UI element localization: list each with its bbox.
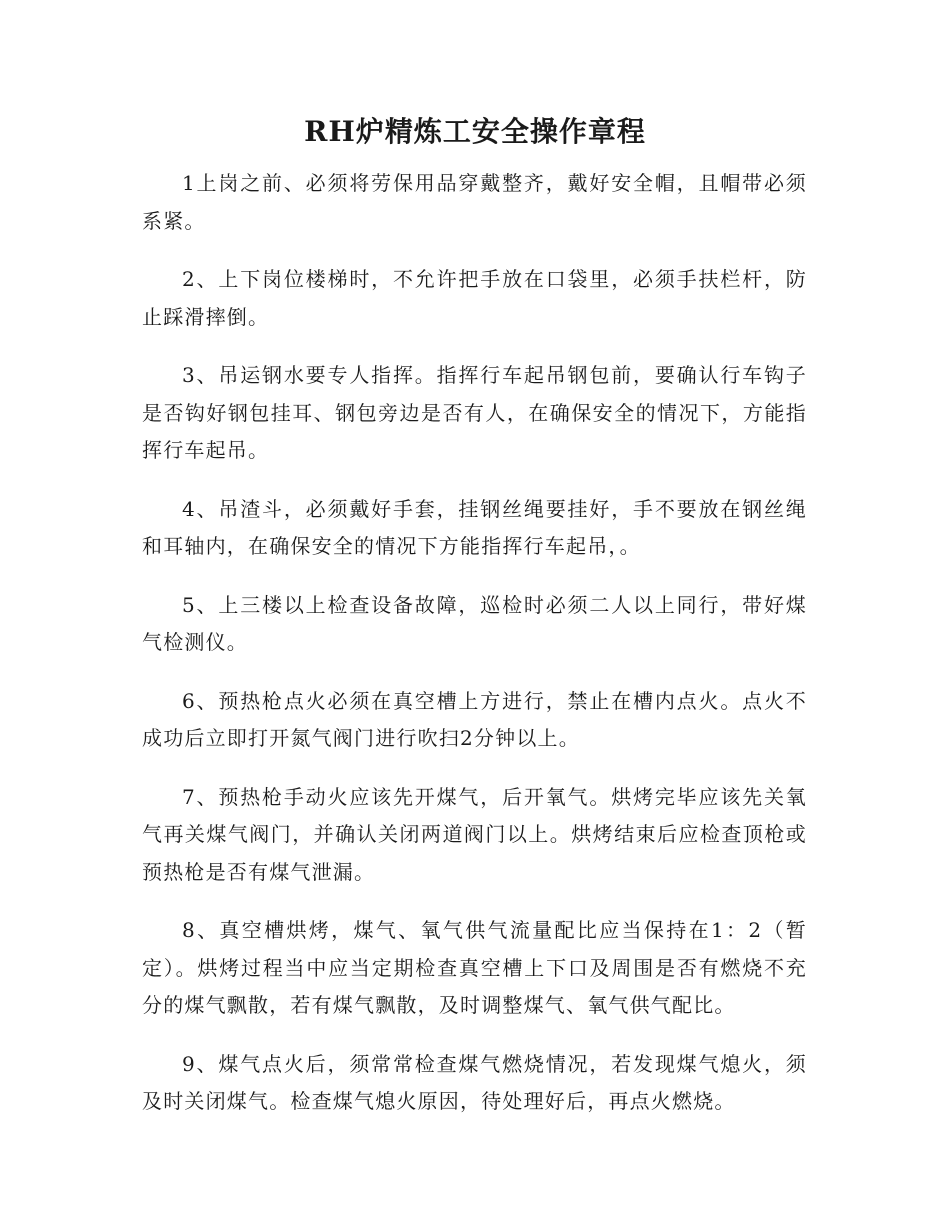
paragraph-9: 9、煤气点火后，须常常检查煤气燃烧情况，若发现煤气熄火，须及时关闭煤气。检查煤气熄火原因，待处理好后，再点火燃烧。 — [142, 1051, 807, 1113]
paragraph-7: 7、预热枪手动火应该先开煤气，后开氧气。烘烤完毕应该先关氧气再关煤气阀门，并确认关闭两道阀门以上。烘烤结束后应检查顶枪或预热枪是否有煤气泄漏。 — [142, 784, 807, 884]
paragraph-4: 4、吊渣斗，必须戴好手套，挂钢丝绳要挂好，手不要放在钢丝绳和耳轴内，在确保安全的情况下方能指挥行车起吊，。 — [142, 496, 807, 558]
paragraph-1: 1上岗之前、必须将劳保用品穿戴整齐，戴好安全帽，且帽带必须系紧。 — [142, 171, 807, 233]
paragraph-3: 3、吊运钢水要专人指挥。指挥行车起吊钢包前，要确认行车钩子是否钩好钢包挂耳、钢包旁边是否有人，在确保安全的情况下，方能指挥行车起吊。 — [142, 363, 807, 462]
document-title: RH炉精炼工安全操作章程 — [304, 115, 646, 148]
paragraph-2: 2、上下岗位楼梯时，不允许把手放在口袋里，必须手扶栏杆，防止踩滑摔倒。 — [142, 267, 807, 329]
paragraph-8: 8、真空槽烘烤，煤气、氧气供气流量配比应当保持在1：2（暂定）。烘烤过程当中应当定期检查真空槽上下口及周围是否有燃烧不充分的煤气飘散，若有煤气飘散，及时调整煤气、氧气供气配比。 — [142, 918, 807, 1017]
document-body — [142, 165, 807, 1142]
paragraph-6: 6、预热枪点火必须在真空槽上方进行，禁止在槽内点火。点火不成功后立即打开氮气阀门进行吹扫2分钟以上。 — [142, 688, 807, 750]
paragraph-5: 5、上三楼以上检查设备故障，巡检时必须二人以上同行，带好煤气检测仪。 — [142, 592, 807, 654]
